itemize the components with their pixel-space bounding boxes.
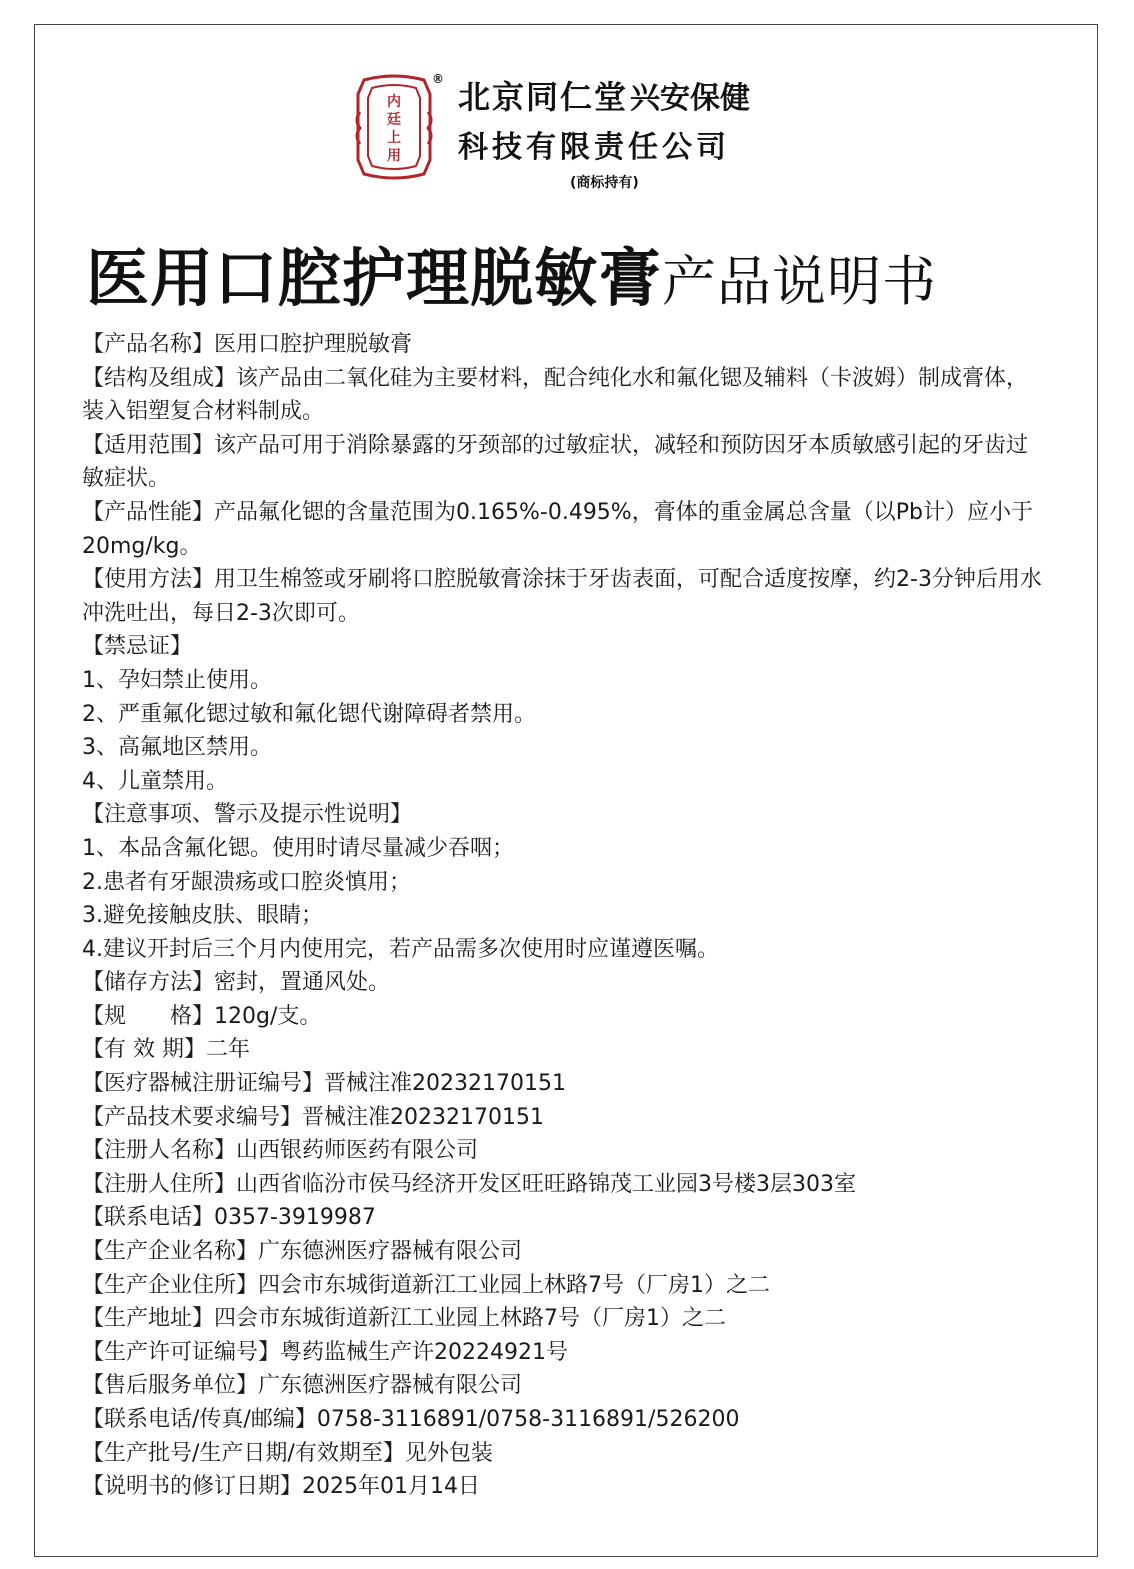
instruction-line: 【储存方法】密封，置通风处。 (82, 970, 391, 996)
instruction-line: 【生产企业住所】四会市东城街道新江工业园上林路7号（厂房1）之二 (82, 1272, 770, 1298)
instruction-line: 【联系电话/传真/邮编】0758-3116891/0758-3116891/526200 (82, 1407, 740, 1432)
instruction-line: 【产品技术要求编号】晋械注准20232170151 (82, 1104, 544, 1130)
instruction-line: 【售后服务单位】广东德洲医疗器械有限公司 (82, 1373, 523, 1399)
instruction-line: 【产品名称】医用口腔护理脱敏膏 (82, 332, 413, 357)
instruction-line: 【注册人名称】山西银药师医药有限公司 (82, 1138, 479, 1164)
instruction-line: 【注意事项、警示及提示性说明】 (82, 802, 413, 828)
instruction-line: 【规 格】120g/支。 (82, 1003, 322, 1029)
instruction-line: 【注册人住所】山西省临汾市侯马经济开发区旺旺路锦茂工业园3号楼3层303室 (82, 1171, 856, 1197)
registered-mark: ® (432, 72, 444, 86)
page-title (86, 228, 937, 319)
instruction-line: 【医疗器械注册证编号】晋械注准20232170151 (82, 1071, 566, 1097)
product-title: 医用口腔护理脱敏膏 (86, 242, 662, 315)
brand-name-suffix: 兴安保健 (630, 81, 751, 116)
instruction-line: 【使用方法】用卫生棉签或牙刷将口腔脱敏膏涂抹于牙齿表面，可配合适度按摩，约2-3分钟后用水冲洗吐出，每日2-3次即可。 (82, 567, 1042, 626)
brand-seal-icon (352, 72, 436, 182)
instruction-line: 【生产批号/生产日期/有效期至】见外包装 (82, 1440, 493, 1466)
instructions-body (82, 328, 1042, 1504)
brand-block (458, 72, 750, 192)
brand-name-script: 北京同仁堂 (458, 78, 629, 116)
seal-char-4: 用 (387, 148, 401, 164)
instruction-line: 2、严重氟化锶过敏和氟化锶代谢障碍者禁用。 (82, 701, 536, 727)
instruction-line: 1、孕妇禁止使用。 (82, 667, 272, 693)
instruction-line: 2.患者有牙龈溃疡或口腔炎慎用； (82, 869, 411, 895)
seal-char-2: 廷 (387, 112, 401, 128)
instruction-line: 3.避免接触皮肤、眼睛； (82, 903, 323, 929)
instruction-line: 【有 效 期】二年 (82, 1037, 250, 1063)
instruction-line: 3、高氟地区禁用。 (82, 735, 272, 761)
instruction-line: 4.建议开封后三个月内使用完，若产品需多次使用时应谨遵医嘱。 (82, 936, 719, 962)
instruction-line: 【说明书的修订日期】2025年01月14日 (82, 1474, 480, 1500)
trademark-note: (商标持有) (570, 175, 639, 191)
instruction-line: 【结构及组成】该产品由二氧化硅为主要材料，配合纯化水和氟化锶及辅料（卡波姆）制成膏体，装入铝塑复合材料制成。 (82, 365, 1029, 425)
brand-name-line2: 科技有限责任公司 (458, 130, 730, 165)
instruction-line: 【生产企业名称】广东德洲医疗器械有限公司 (82, 1239, 523, 1265)
instruction-line: 【生产地址】四会市东城街道新江工业园上林路7号（厂房1）之二 (82, 1306, 726, 1332)
instruction-line: 1、本品含氟化锶。使用时请尽量减少吞咽； (82, 835, 514, 861)
instruction-line: 【适用范围】该产品可用于消除暴露的牙颈部的过敏症状，减轻和预防因牙本质敏感引起的牙齿过敏症状。 (82, 432, 1029, 492)
instruction-line: 【禁忌证】 (82, 634, 193, 660)
instruction-line: 【联系电话】0357-3919987 (82, 1205, 376, 1231)
instruction-line: 4、儿童禁用。 (82, 768, 228, 794)
instruction-line: 【产品性能】产品氟化锶的含量范围为0.165%-0.495%，膏体的重金属总含量（以Pb计）应小于20mg/kg。 (82, 499, 1033, 559)
instruction-line: 【生产许可证编号】粤药监械生产许20224921号 (82, 1339, 568, 1365)
seal-char-1: 内 (387, 94, 401, 110)
document-type-title: 产品说明书 (662, 250, 937, 313)
seal-char-3: 上 (387, 130, 401, 146)
